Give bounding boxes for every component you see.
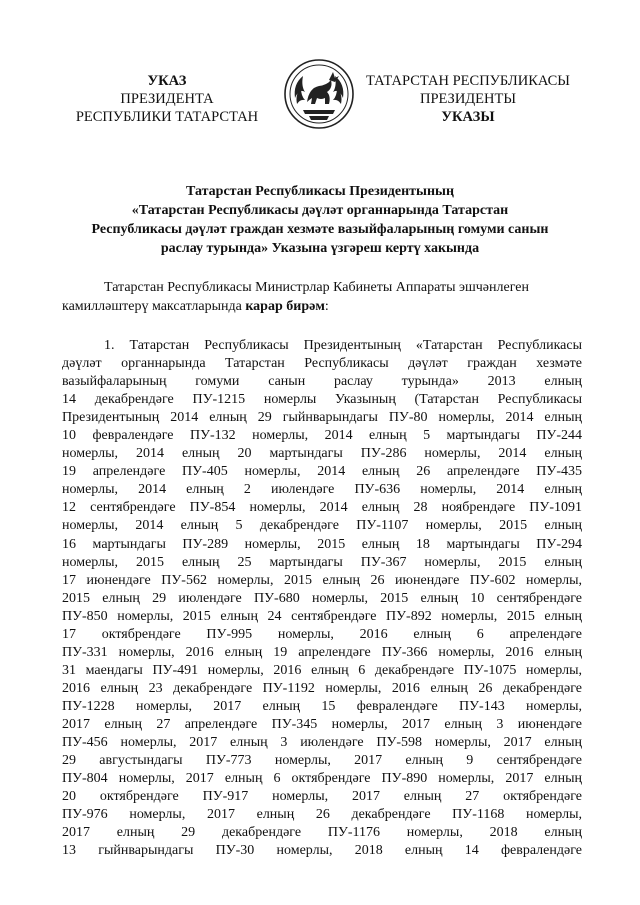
- body-line: 19 апрелендәге ПУ-405 номерлы, 2014 елның 26 апрелендәге ПУ-435: [62, 464, 582, 480]
- title-line: Республикасы дәүләт граждан хезмәте вазыйфаларының гомуми санын: [91, 222, 549, 237]
- body-line: 17 июнендәге ПУ-562 номерлы, 2015 елның 26 июнендәге ПУ-602 номерлы,: [62, 572, 582, 588]
- decree-phrase: карар бирәм: [245, 299, 325, 314]
- intro-line-2-text: камилләштерү максатларында: [62, 299, 246, 314]
- body-line: 16 мартындагы ПУ-289 номерлы, 2015 елның 18 мартындагы ПУ-294: [62, 536, 582, 552]
- body-line: 13 гыйнварындагы ПУ-30 номерлы, 2018 елның 14 февралендәге: [62, 843, 582, 859]
- body-line: 2016 елның 23 декабрендәге ПУ-1192 номерлы, 2016 елның 26 декабрендәге: [62, 680, 582, 696]
- body-line: номерлы, 2014 елның 2 июлендәге ПУ-636 номерлы, 2014 елның: [62, 482, 582, 498]
- header-left-line-1: УКАЗ: [147, 73, 187, 89]
- body-line: номерлы, 2014 елның 20 мартындагы ПУ-286 номерлы, 2014 елның: [62, 446, 582, 462]
- body-line: 14 декабрендәге ПУ-1215 номерлы Указының (Татарстан Республикасы: [62, 392, 582, 408]
- body-line: 12 сентябрендәге ПУ-854 номерлы, 2014 елның 28 ноябрендәге ПУ-1091: [62, 500, 582, 516]
- body-line: номерлы, 2014 елның 5 декабрендәге ПУ-1107 номерлы, 2015 елның: [62, 518, 582, 534]
- header-right-line-1: ТАТАРСТАН РЕСПУБЛИКАСЫ: [366, 73, 570, 89]
- header-left-line-2: ПРЕЗИДЕНТА: [120, 91, 214, 107]
- paragraph-1: [62, 337, 582, 860]
- body-line: Президентының 2014 елның 29 гыйнварындагы ПУ-80 номерлы, 2014 елның: [62, 410, 582, 426]
- body-line: 2015 елның 29 июлендәге ПУ-680 номерлы, 2015 елның 10 сентябрендәге: [62, 590, 582, 606]
- tatarstan-coat-of-arms-icon: [283, 58, 355, 130]
- body-line: ПУ-456 номерлы, 2017 елның 3 июлендәге ПУ-598 номерлы, 2017 елның: [62, 735, 582, 751]
- header-left-line-3: РЕСПУБЛИКИ ТАТАРСТАН: [75, 109, 259, 125]
- header-left: [64, 72, 270, 126]
- body-line: 20 октябрендәге ПУ-917 номерлы, 2017 елның 27 октябрендәге: [62, 789, 582, 805]
- body-line: ПУ-331 номерлы, 2016 елның 19 апрелендәге ПУ-366 номерлы, 2016 елның: [62, 644, 582, 660]
- body-line: 31 маендагы ПУ-491 номерлы, 2016 елның 6 декабрендәге ПУ-1075 номерлы,: [62, 662, 582, 678]
- body-line: ПУ-850 номерлы, 2015 елның 24 сентябрендәге ПУ-892 номерлы, 2015 елның: [62, 608, 582, 624]
- body-line: ПУ-976 номерлы, 2017 елның 26 декабрендәге ПУ-1168 номерлы,: [62, 807, 582, 823]
- body-line: 2017 елның 29 декабрендәге ПУ-1176 номерлы, 2018 елның: [62, 825, 582, 841]
- intro-line-1: Татарстан Республикасы Министрлар Кабинеты Аппараты эшчәнлеген: [104, 280, 529, 295]
- body-line: ПУ-804 номерлы, 2017 елның 6 октябрендәге ПУ-890 номерлы, 2017 елның: [62, 771, 582, 787]
- intro-paragraph: [62, 278, 582, 316]
- header-right: [362, 72, 574, 126]
- header-right-line-3: УКАЗЫ: [441, 109, 495, 125]
- header-right-line-2: ПРЕЗИДЕНТЫ: [419, 91, 517, 107]
- title-line: «Татарстан Республикасы дәүләт органнарында Татарстан: [131, 203, 509, 218]
- body-line: дәүләт органнарында Татарстан Республикасы дәүләт граждан хезмәте: [62, 356, 582, 372]
- title-line: раслау турында» Указына үзгәреш кертү хакында: [160, 241, 480, 256]
- intro-line-2-end: :: [324, 299, 329, 314]
- body-line: вазыйфаларының гомуми санын раслау турында» 2013 елның: [62, 374, 582, 390]
- body-line: 1. Татарстан Республикасы Президентының «Татарстан Республикасы: [104, 338, 582, 353]
- body-line: ПУ-1228 номерлы, 2017 елның 15 февралендәге ПУ-143 номерлы,: [62, 698, 582, 714]
- document-title: [64, 182, 576, 258]
- title-line: Татарстан Республикасы Президентының: [185, 184, 455, 199]
- intro-line-2: [62, 297, 582, 316]
- body-line: 29 августындагы ПУ-773 номерлы, 2017 елның 9 сентябрендәге: [62, 753, 582, 769]
- body-line: номерлы, 2015 елның 25 мартындагы ПУ-367 номерлы, 2015 елның: [62, 554, 582, 570]
- body-line: 2017 елның 27 апрелендәге ПУ-345 номерлы, 2017 елның 3 июнендәге: [62, 716, 582, 732]
- body-line: 17 октябрендәге ПУ-995 номерлы, 2016 елның 6 апрелендәге: [62, 626, 582, 642]
- body-line: 10 февралендәге ПУ-132 номерлы, 2014 елның 5 мартындагы ПУ-244: [62, 428, 582, 444]
